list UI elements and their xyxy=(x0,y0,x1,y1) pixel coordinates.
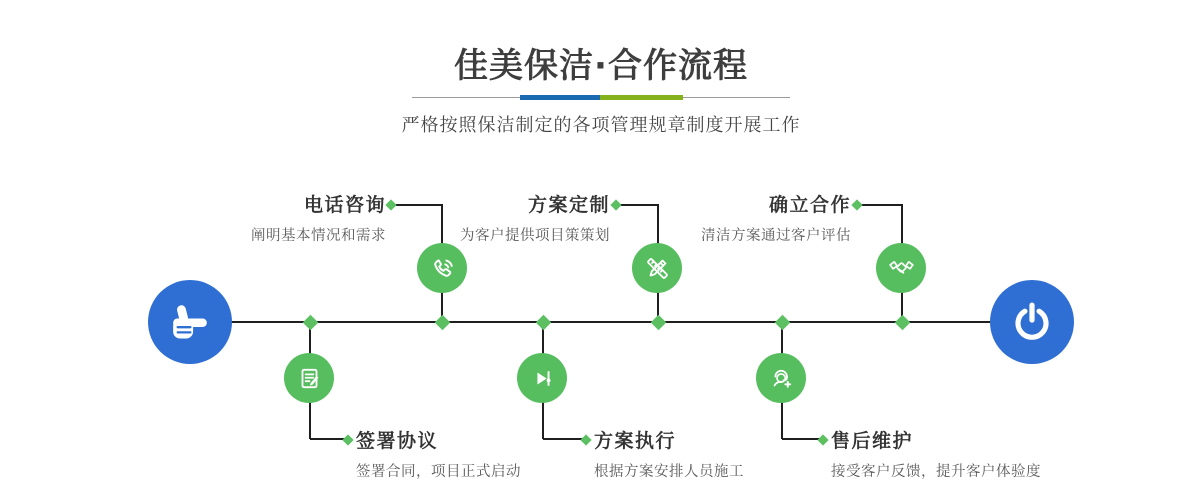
connector-plan-elbow xyxy=(617,204,659,206)
junction-diamond xyxy=(435,315,451,331)
step-desc: 清洁方案通过客户评估 xyxy=(701,228,851,244)
label-diamond xyxy=(580,434,591,445)
page-subtitle: 严格按照保洁制定的各项管理规章制度开展工作 xyxy=(401,115,801,136)
divider-accent-green xyxy=(600,95,683,100)
step-label-sign xyxy=(356,426,521,481)
headset-plus-icon xyxy=(767,364,796,393)
start-node xyxy=(148,280,232,364)
end-node xyxy=(990,280,1074,364)
label-diamond xyxy=(817,434,828,445)
step-label-exec xyxy=(594,426,744,481)
step-node-sign xyxy=(284,353,334,403)
play-icon xyxy=(528,364,557,393)
step-label-coop xyxy=(701,190,851,245)
step-title: 电话咨询 xyxy=(303,194,386,216)
step-node-plan xyxy=(632,243,682,293)
step-title: 方案执行 xyxy=(594,430,677,452)
step-label-after xyxy=(831,426,1041,481)
flow-main-line xyxy=(231,321,991,323)
step-label-plan xyxy=(460,190,610,245)
step-title: 售后维护 xyxy=(831,430,914,452)
step-desc: 阐明基本情况和需求 xyxy=(251,228,386,244)
step-node-exec xyxy=(517,353,567,403)
step-label-phone xyxy=(251,190,386,245)
contract-icon xyxy=(295,364,324,393)
pencil-ruler-icon xyxy=(643,254,672,283)
label-diamond xyxy=(385,199,396,210)
power-icon xyxy=(1009,299,1055,345)
step-desc: 根据方案安排人员施工 xyxy=(594,464,744,480)
pointing-hand-icon xyxy=(167,299,213,345)
step-title: 确立合作 xyxy=(768,194,851,216)
label-diamond xyxy=(610,199,621,210)
divider-accent-blue xyxy=(520,95,600,100)
junction-diamond xyxy=(303,315,319,331)
junction-diamond xyxy=(775,315,791,331)
page-title: 佳美保洁·合作流程 xyxy=(454,46,748,86)
step-desc: 接受客户反馈，提升客户体验度 xyxy=(831,464,1041,480)
junction-diamond xyxy=(651,315,667,331)
step-node-phone xyxy=(417,243,467,293)
step-desc: 签署合同，项目正式启动 xyxy=(356,464,521,480)
junction-diamond xyxy=(536,315,552,331)
connector-phone-elbow xyxy=(392,204,443,206)
phone-icon xyxy=(428,254,457,283)
junction-diamond xyxy=(895,315,911,331)
label-diamond xyxy=(851,199,862,210)
step-desc: 为客户提供项目策策划 xyxy=(460,228,610,244)
handshake-icon xyxy=(887,254,916,283)
step-node-after xyxy=(756,353,806,403)
connector-coop-elbow xyxy=(858,204,903,206)
step-node-coop xyxy=(876,243,926,293)
step-title: 签署协议 xyxy=(356,430,439,452)
step-title: 方案定制 xyxy=(527,194,610,216)
label-diamond xyxy=(342,434,353,445)
